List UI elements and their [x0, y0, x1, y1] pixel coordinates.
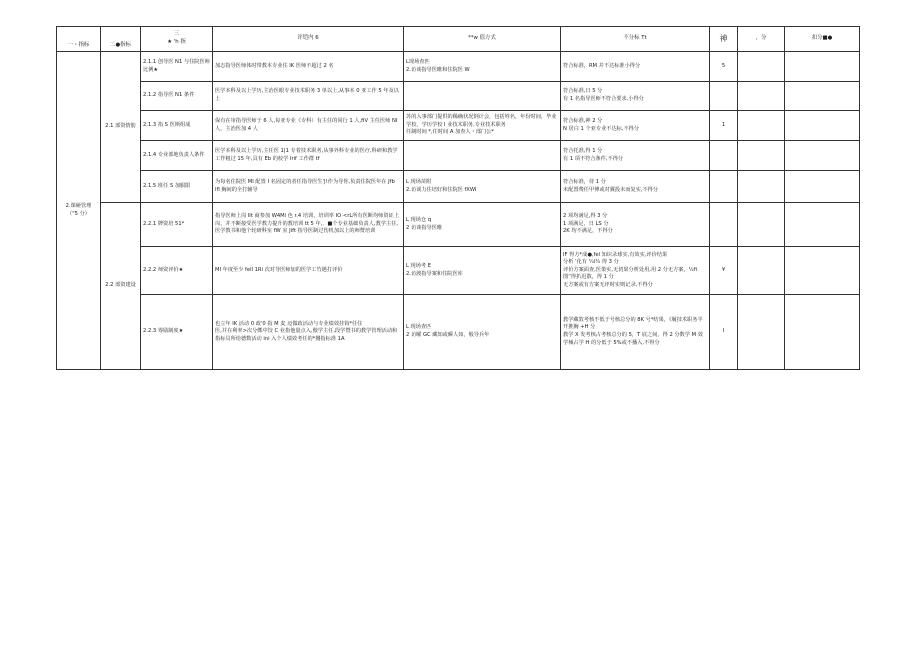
row-method — [404, 82, 561, 111]
row-score — [738, 111, 785, 141]
header-level3-top: 三 — [173, 31, 180, 38]
header-level1: 一・指标 — [57, 27, 101, 52]
row-id: 2.2.3 筹励制度★ — [141, 295, 213, 370]
table-row — [57, 52, 860, 82]
assessment-table-sheet — [56, 26, 860, 370]
row-weight — [710, 82, 738, 111]
row-score — [738, 247, 785, 295]
row-content: 为每名住院医 MI 配置 I 名固定的者任指导医生'|!作为导你,负责住院医年在 Jfb lfl 胸间的全打辅导 — [213, 171, 404, 203]
row-weight — [710, 141, 738, 171]
header-method: **w 值方式 — [404, 27, 561, 52]
level1-cell: 2.课砸管理 （"5 分） — [57, 52, 101, 370]
level2-cell: 2.1 部资情肪 — [101, 52, 141, 203]
row-id: 2.1.3 指 S 医斯组成 — [141, 111, 213, 141]
row-deduct — [785, 171, 860, 203]
table-row — [57, 82, 860, 111]
table-row — [57, 295, 860, 370]
row-score — [738, 203, 785, 247]
header-weight: 神 — [710, 27, 738, 52]
row-content: 加志指导医师体时带教本专业住 IK 医师不超过 2 名 — [213, 52, 404, 82]
header-level3-bottom: ★ 'h 指 — [167, 39, 186, 45]
row-deduct — [785, 52, 860, 82]
row-content: 保有在审指导医师于 6 人,每亚专业《专科）有主任的同行 1 人,fiV 主任医师 NI 人，主治医加 4 人 — [213, 111, 404, 141]
row-deduct — [785, 247, 860, 295]
row-id: 2.1.5 班任 S 加服限 — [141, 171, 213, 203]
header-level2: 二●指标 — [101, 27, 141, 52]
row-method: L 现场考 E 2.访渡指导案和住院医库 — [404, 247, 561, 295]
row-method: L 现场苗附 2.访谈力住培好和住院医 fXWI — [404, 171, 561, 203]
row-weight: ¥ — [710, 247, 738, 295]
row-weight — [710, 171, 738, 203]
header-content: 评铠内 6 — [213, 27, 404, 52]
row-rule: 符合标准,日 5 分 有 1 名指导医师不符合要求,小得分 — [561, 82, 710, 111]
header-level3 — [141, 27, 213, 52]
row-content: MI 年度至少 fell 1Ri 次对导医师加的医学工竹遇打评价 — [213, 247, 404, 295]
row-weight: 1 — [710, 111, 738, 141]
row-score — [738, 295, 785, 370]
row-method — [404, 141, 561, 171]
row-rule: 符合标准,神 2 分 N 居白 1 个亚专业不达标,不得分 — [561, 111, 710, 141]
row-id: 2.1.4 专业部地负责人条件 — [141, 141, 213, 171]
row-method: L现场查匹 2.访谈指导医睢和住院医 W — [404, 52, 561, 82]
row-score — [738, 171, 785, 203]
table-row — [57, 141, 860, 171]
row-method: L 现场仓 q 2 访谈指导医睢 — [404, 203, 561, 247]
row-content: 医学本科及以上学历,主任医 1|1 专着技术职务,从事外科专业的医疗,科研和教学工作粗过 15 年,具有 Eb 的校学 Irif 工作群 tf — [213, 141, 404, 171]
row-content: 指导医师上岗 IIt 商参加 W4Mi 色 r.4 培训，培训率 IO <rL所有医断均师资证上岗，并不断接受医学教力提升的教培训 tt 5 年,．■个专业基础负责人,教学主任,医学教书和他个轮研科室 fW 室 Jift 指导医制过伤机加以上的师赞培训 — [213, 203, 404, 247]
row-rule: IF 得方*成●,fel 知识录球实,有效实,评价结果 分析 ‘化有 ¼i¼ 得 3 分 评价方案面查,医策实,无切果分析处用,用 2 分无方案，¼fi 图“得扒迟散，得 1 分 无方案或有方案无评时实则记录,不得分 — [561, 247, 710, 295]
table-row — [57, 111, 860, 141]
row-id: 2.1.1 创导医 N1 与住院医师比例★ — [141, 52, 213, 82]
row-rule: 2 项均满足,得 3 分 1 项满足，日 LS 分 2K 均不满足，不得分 — [561, 203, 710, 247]
header-row — [57, 27, 860, 52]
header-score: ，分 — [738, 27, 785, 52]
row-score — [738, 52, 785, 82]
row-weight: 5 — [710, 52, 738, 82]
header-rule: 不分标 Tt — [561, 27, 710, 52]
row-weight: I — [710, 295, 738, 370]
row-score — [738, 82, 785, 111]
row-method: L 现场查匹 2 访曜 GC 藏知或瞬人如，般导兵年 — [404, 295, 561, 370]
row-deduct — [785, 295, 860, 370]
level2-cell: 2.2 部资建设 — [101, 203, 141, 370]
header-deduct: 扣分■● — [785, 27, 860, 52]
row-deduct — [785, 203, 860, 247]
table-row — [57, 203, 860, 247]
row-id: 2.1.2 指导医 N1 条件 — [141, 82, 213, 111]
table-row — [57, 247, 860, 295]
row-rule: 符合托准,得 1 分 有 1 项不符合条件,不得分 — [561, 141, 710, 171]
row-rule: 教学藏敦考核不低于号核总分的 8K 号*结果，《履技术职务半开推胸 +H 分 教学 X 发考核占考核总分的 5，T 底之间，得 2 分数学 M 效学械占学 H 的分低于 5%或不播入,不得分 — [561, 295, 710, 370]
row-rule: 符合标准，侍 1 分 未配置费任甲傅或对翼投未而复实,不得分 — [561, 171, 710, 203]
row-deduct — [785, 111, 860, 141]
row-id: 2.2.2 师资评价★ — [141, 247, 213, 295]
row-deduct — [785, 82, 860, 111]
row-rule: 符合标准，RM 并不达标准小得分 — [561, 52, 710, 82]
row-score — [738, 141, 785, 171]
row-deduct — [785, 141, 860, 171]
row-content: 也立年 IK 活动 0 政'0 指 M 麦 迈做政活动与专业绩效挂钩*任住 医,并在利率>次分鄭中饺 C 业指他量点入,傲学主任,段学暨书的教学管理活动和指标员所给德数活动 ini 入个人绩效考任的*捌指标准 1A — [213, 295, 404, 370]
row-content: 医学本科及以上学历,主治医眼专业技术职务 3 单以上,从事本 0 亚工作 5 年及以上 — [213, 82, 404, 111]
assessment-table — [56, 26, 860, 370]
row-id: 2.2.1 牌资培 51* — [141, 203, 213, 247]
row-method: 苏的入事部门提供的稀确状况倒计会，包括姓名，年份时间，毕业学校，学历学校 I 业技术职务,专业技术职务 任制时间 *,任时间 A 加查人・部门公* — [404, 111, 561, 141]
table-row — [57, 171, 860, 203]
row-weight — [710, 203, 738, 247]
